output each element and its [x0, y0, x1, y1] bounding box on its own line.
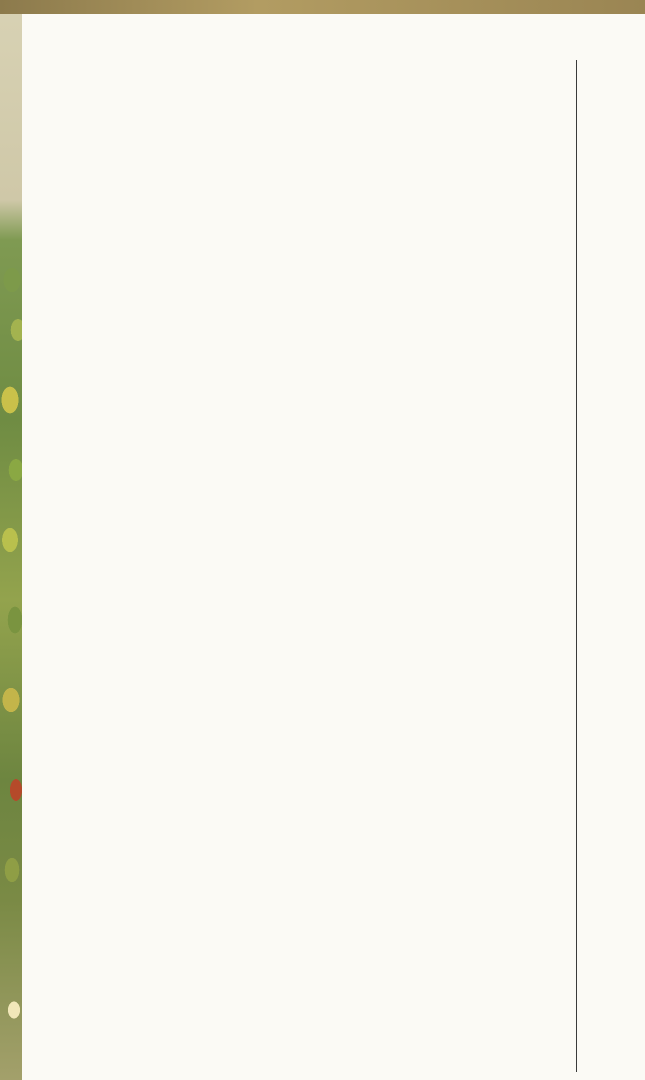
cover-top-edge [0, 0, 645, 14]
table-of-contents [22, 14, 645, 1080]
contents-page [22, 14, 645, 1080]
